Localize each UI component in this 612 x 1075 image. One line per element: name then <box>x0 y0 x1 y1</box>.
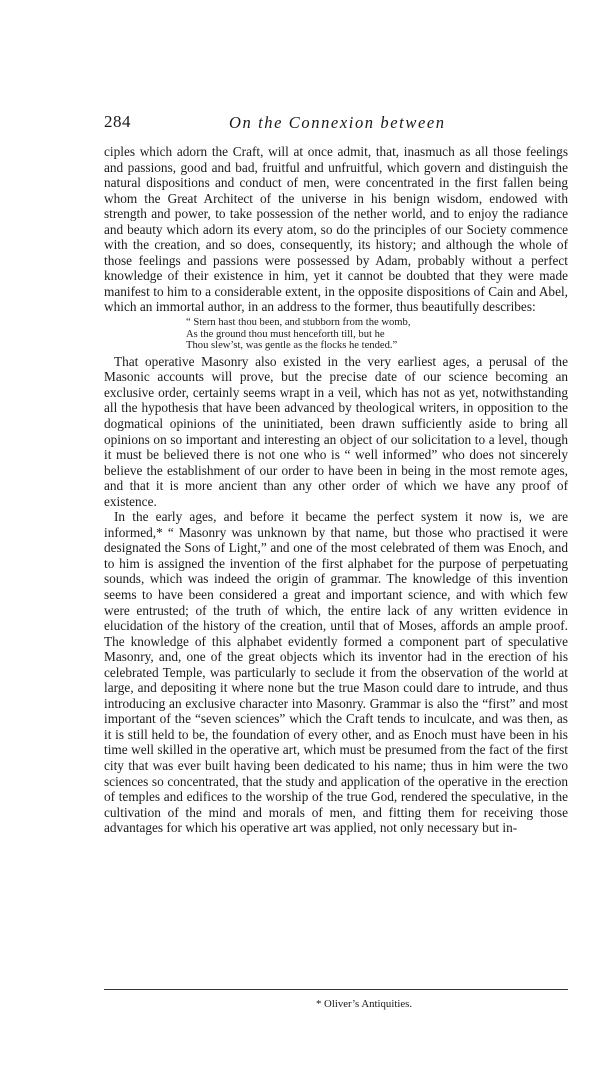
running-head <box>104 112 568 138</box>
footnote <box>104 998 568 1010</box>
verse-line-1: “ Stern hast thou been, and stubborn from the womb, <box>186 317 411 329</box>
paragraph-2: That operative Masonry also existed in the very earliest ages, a perusal of the Masonic accounts will prove, but the precise date of our science becoming an exclusive order, certainly seems wrapt in a veil, which has not as yet, notwithstanding all the hypothesis that have been advanced by theological writers, in opposition to the dogmatical opinions of the uninitiated, been drawn sufficiently aside to bring all opinions on so important and interesting an object of our solicitation to a level, though it must be believed there is not one who is “ well informed” who does not sincerely believe the establishment of our order to have been in being in the most remote ages, and that it is more ancient than any other order of which we have any proof of existence. <box>104 353 568 509</box>
footnote-rule <box>104 989 568 990</box>
running-title: On the Connexion between <box>229 113 446 132</box>
footnote-text: * Oliver’s Antiquities. <box>315 998 413 1010</box>
paragraph-1: ciples which adorn the Craft, will at once admit, that, inasmuch as all those feelings and passions, good and bad, fruitful and unfruitful, which govern and distinguish the natural dispositions and conduct of men, were concentrated in the first fallen being whom the Great Architect of the universe in his benign wisdom, endowed with strength and power, to take possession of the nether world, and to enjoy the radiance and beauty which adorn its every atom, so do the principles of our Society commence with the creation, and so does, consequently, its history; and although the whole of those feelings and passions were possessed by Adam, probably without a perfect knowledge of their existence in him, yet it cannot be doubted that they were made manifest to him to a considerable extent, in the opposite dispositions of Cain and Abel, which an immortal author, in an address to the former, thus beautifully describes: <box>104 144 568 315</box>
verse-line-2: As the ground thou must henceforth till, but he <box>186 328 385 340</box>
page-number: 284 <box>104 112 131 131</box>
book-page <box>104 112 568 836</box>
paragraph-3: In the early ages, and before it became the perfect system it now is, we are informed,* “ Masonry was unknown by that name, but those who practised it were designated the Sons of Light,” and one of the most celebrated of them was Enoch, and to him is assigned the invention of the first alphabet for the purpose of perpetuating sounds, which was indeed the origin of grammar. The knowledge of this invention seems to have been considered a great and important science, and with which few were entrusted; of the truth of which, the entire lack of any written evidence in elucidation of the history of the creation, until that of Moses, affords an ample proof. The knowledge of this alphabet evidently formed a component part of speculative Masonry, and, one of the great objects which its inventor had in the erection of his celebrated Temple, was particularly to seclude it from the observation of the world at large, and depositing it where none but the true Mason could dare to intrude, and thus introducing an exclusive character into Masonry. Grammar is also the “first” and most important of the “seven sciences” which the Craft tends to inculcate, and was then, as it is still held to be, the foundation of every other, and as Enoch must have been in his time well skilled in the operative art, which must be presumed from the fact of the first city that was ever built having been dedicated to his name; thus in him were the two sciences so concentrated, that the study and application of the operative in the erection of temples and edifices to the worship of the true God, rendered the speculative, in the cultivation of the mind and morals of men, and fitting them for receiving those advantages for which his operative art was applied, not only necessary but in- <box>104 509 568 836</box>
verse-line-3: Thou slew’st, was gentle as the flocks he tended.” <box>186 340 398 352</box>
verse-quotation <box>186 317 568 352</box>
body-text <box>104 144 568 836</box>
